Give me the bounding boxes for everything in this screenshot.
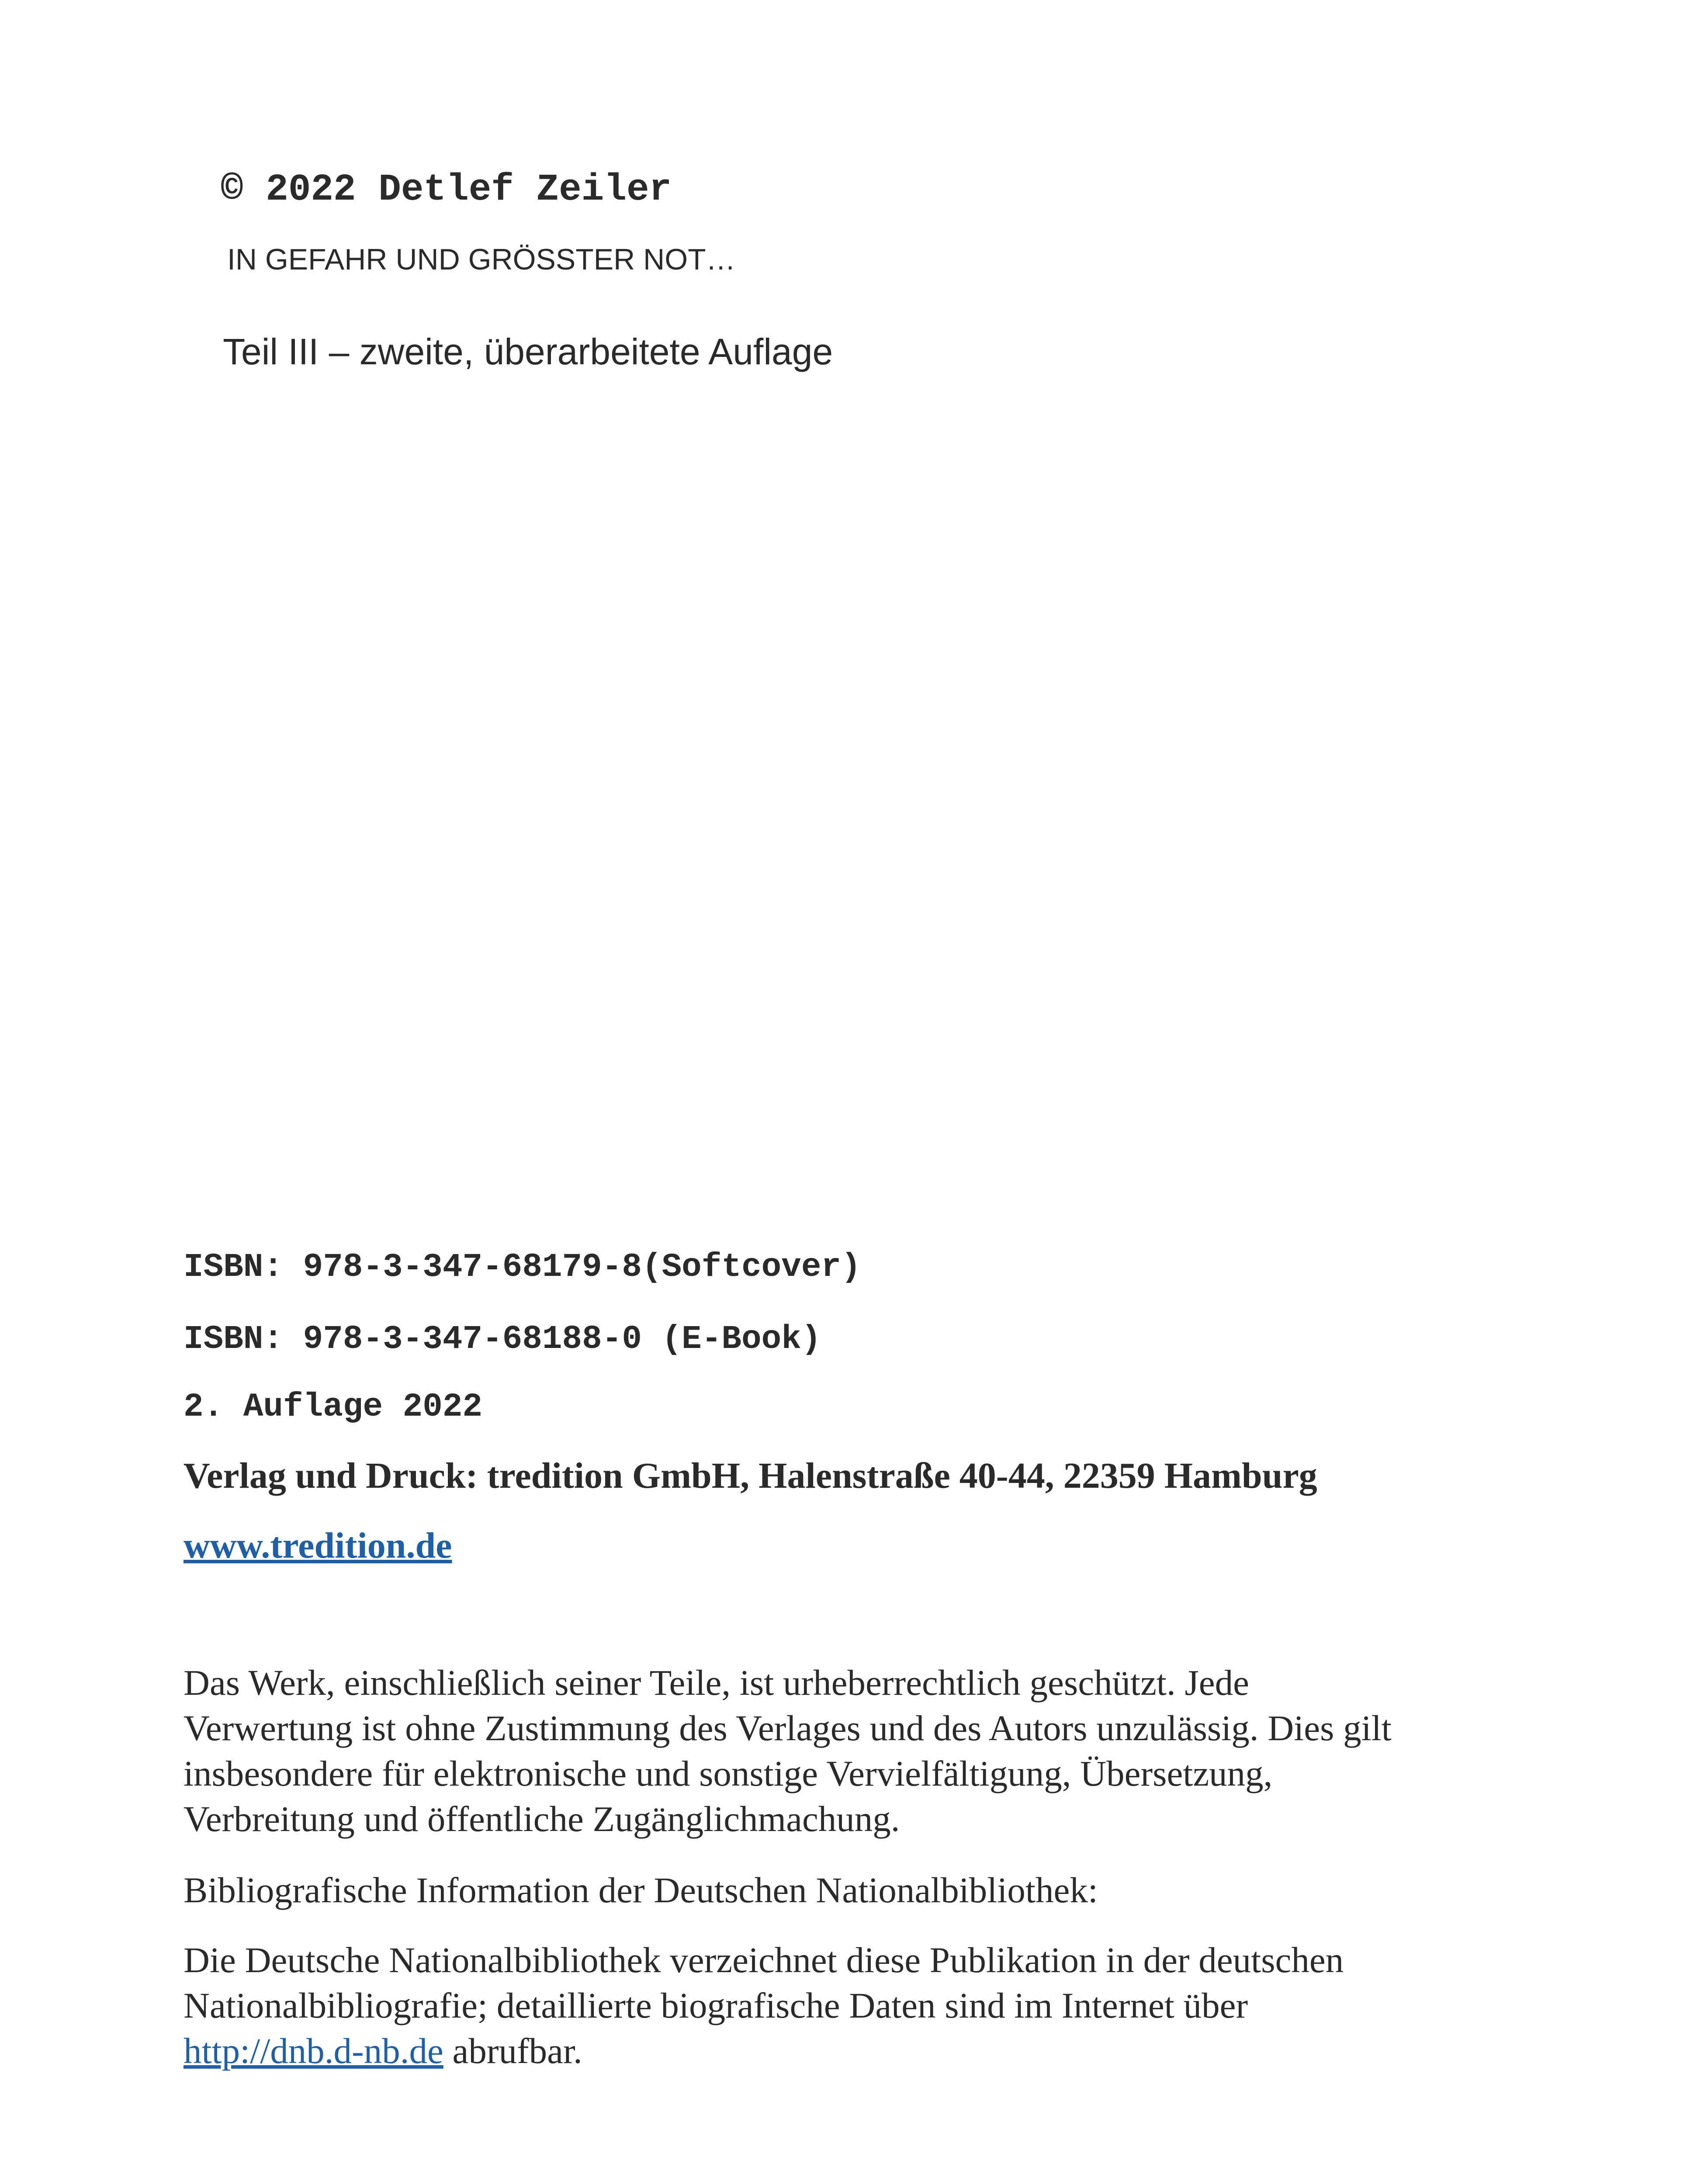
series-title: IN GEFAHR UND GRÖSSTER NOT… bbox=[227, 243, 736, 276]
bibliographic-text: Die Deutsche Nationalbibliothek verzeichnet diese Publikation in der deutschen Nationalbibliografie; detaillierte biografische Daten sind im Internet über bbox=[184, 1940, 1344, 2025]
edition-line: 2. Auflage 2022 bbox=[184, 1388, 483, 1426]
publisher-line: Verlag und Druck: tredition GmbH, Halenstraße 40-44, 22359 Hamburg bbox=[184, 1455, 1317, 1496]
publisher-website-link[interactable]: www.tredition.de bbox=[184, 1525, 452, 1566]
copyright-paragraph: Das Werk, einschließlich seiner Teile, ist urheberrechtlich geschützt. Jede Verwertung ist ohne Zustimmung des Verlages und des Autors unzulässig. Dies gilt insbesondere für elektronische und sonstige Vervielfältigung, Übersetzung, Verbreitung und öffentliche Zugänglichmachung. bbox=[184, 1662, 1392, 1839]
bibliographic-suffix: abrufbar. bbox=[452, 2031, 582, 2071]
bibliographic-paragraph bbox=[184, 1937, 1416, 2073]
part-title: Teil III – zweite, überarbeitete Auflage bbox=[223, 331, 833, 372]
bibliographic-heading: Bibliografische Information der Deutschen Nationalbibliothek: bbox=[184, 1870, 1098, 1910]
copyright-notice: © 2022 Detlef Zeiler bbox=[221, 168, 672, 211]
isbn-ebook: ISBN: 978-3-347-68188-0 (E-Book) bbox=[184, 1320, 821, 1358]
isbn-softcover: ISBN: 978-3-347-68179-8(Softcover) bbox=[184, 1248, 861, 1286]
dnb-link[interactable]: http://dnb.d-nb.de bbox=[184, 2031, 443, 2071]
